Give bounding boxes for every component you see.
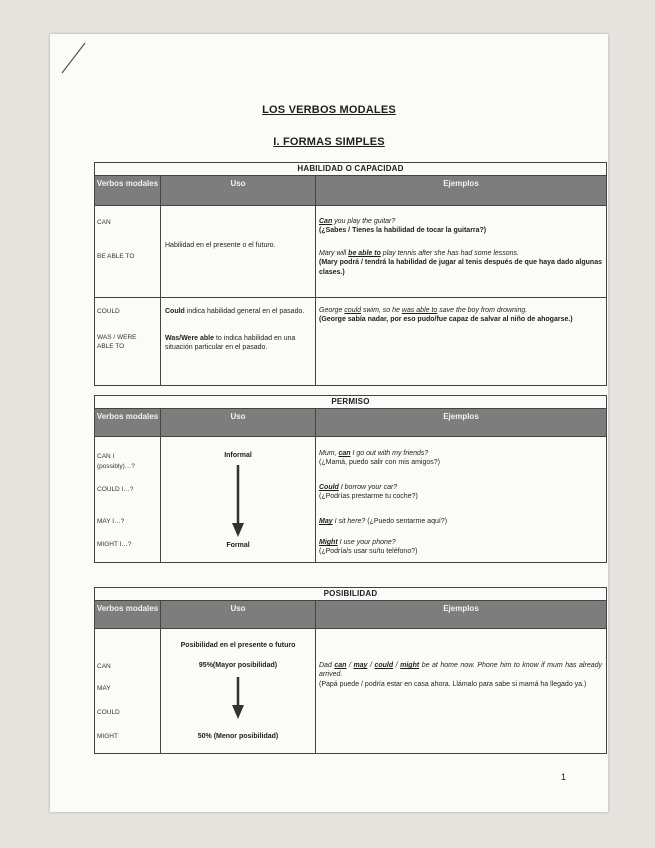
arrow-down-icon [231, 677, 245, 721]
verb-could: COULD [97, 709, 120, 716]
example-text: Could I borrow your car? (¿Podrías prestarme tu coche?) [319, 484, 418, 501]
formal-label: Formal [226, 542, 250, 549]
permiso-title: PERMISO [95, 396, 606, 409]
table-row [95, 206, 606, 298]
pen-mark-icon [58, 40, 88, 76]
main-title: LOS VERBOS MODALES [262, 104, 396, 116]
verb-could-i: COULD I…? [97, 486, 134, 493]
example-text: May I sit here? (¿Puedo sentarme aquí?) [319, 518, 448, 525]
posibilidad-title: POSIBILIDAD [95, 588, 606, 601]
verb-be-able-to: BE ABLE TO [97, 253, 135, 260]
permiso-header [95, 409, 606, 437]
uso-text: Could indica habilidad general en el pasado. [165, 308, 305, 315]
verb-can: CAN [97, 219, 111, 226]
verb-can-i: CAN I [97, 453, 115, 460]
arrow-down-icon [231, 465, 245, 539]
habilidad-header [95, 176, 606, 206]
subtitle: I. FORMAS SIMPLES [273, 136, 385, 148]
verb-may-i: MAY I…? [97, 518, 125, 525]
example-text: Might I use your phone? (¿Podría/s usar su/tu teléfono?) [319, 539, 418, 556]
example-text: Mum, can I go out with my friends? (¿Mamá, puedo salir con mis amigos?) [319, 450, 440, 467]
header-uso: Uso [161, 176, 316, 205]
habilidad-title: HABILIDAD O CAPACIDAD [95, 163, 606, 176]
habilidad-table [94, 162, 607, 386]
page-number: 1 [561, 772, 567, 782]
verb-could: COULD [97, 308, 120, 315]
header-ejemplos: Ejemplos [443, 179, 479, 188]
verb-able-to: ABLE TO [97, 343, 125, 350]
document-page [50, 34, 608, 812]
informal-label: Informal [224, 452, 252, 459]
header-uso: Uso [161, 601, 316, 628]
header-verbs: Verbos modales [95, 601, 161, 628]
permiso-table [94, 395, 607, 563]
header-ejemplos: Ejemplos [443, 604, 479, 613]
uso-text: Habilidad en el presente o el futuro. [165, 242, 276, 249]
verb-might: MIGHT [97, 733, 118, 740]
header-verbs: Verbos modales [95, 176, 161, 205]
uso-title: Posibilidad en el presente o futuro [180, 642, 296, 649]
example-text: Can you play the guitar? (¿Sabes / Tienes la habilidad de tocar la guitarra?) [319, 218, 487, 235]
example-text: Dad can / may / could / might be at home now. Phone him to know if mum has already arrived. (Papá puede / podría estar en casa ahora. Llámalo para sabe si mamá ha llegado ya.) [319, 662, 602, 688]
uso-high: 95%(Mayor posibilidad) [198, 662, 278, 669]
verb-might-i: MIGHT I…? [97, 541, 132, 548]
uso-text: Was/Were able to indica habilidad en una situación particular en el pasado. [165, 335, 296, 352]
posibilidad-header [95, 601, 606, 629]
table-row [95, 629, 606, 753]
header-ejemplos: Ejemplos [443, 412, 479, 421]
table-row [95, 298, 606, 385]
header-verbs: Verbos modales [95, 409, 161, 436]
table-row [95, 437, 606, 562]
header-uso: Uso [161, 409, 316, 436]
verb-possibly: (possibly)…? [97, 463, 135, 470]
verb-was-were: WAS / WERE [97, 334, 137, 341]
uso-low: 50% (Menor posibilidad) [197, 733, 279, 740]
example-text: George could swim, so he was able to save the boy from drowning. (George sabía nadar, por eso pudo/fue capaz de salvar al niño de ahogarse.) [319, 307, 573, 324]
verb-may: MAY [97, 685, 111, 692]
posibilidad-table [94, 587, 607, 754]
verb-can: CAN [97, 663, 111, 670]
example-text: Mary will be able to play tennis after she has had some lessons. (Mary podrá / tendrá la habilidad de jugar al tenis después de que haya dado algunas clases.) [319, 250, 602, 276]
